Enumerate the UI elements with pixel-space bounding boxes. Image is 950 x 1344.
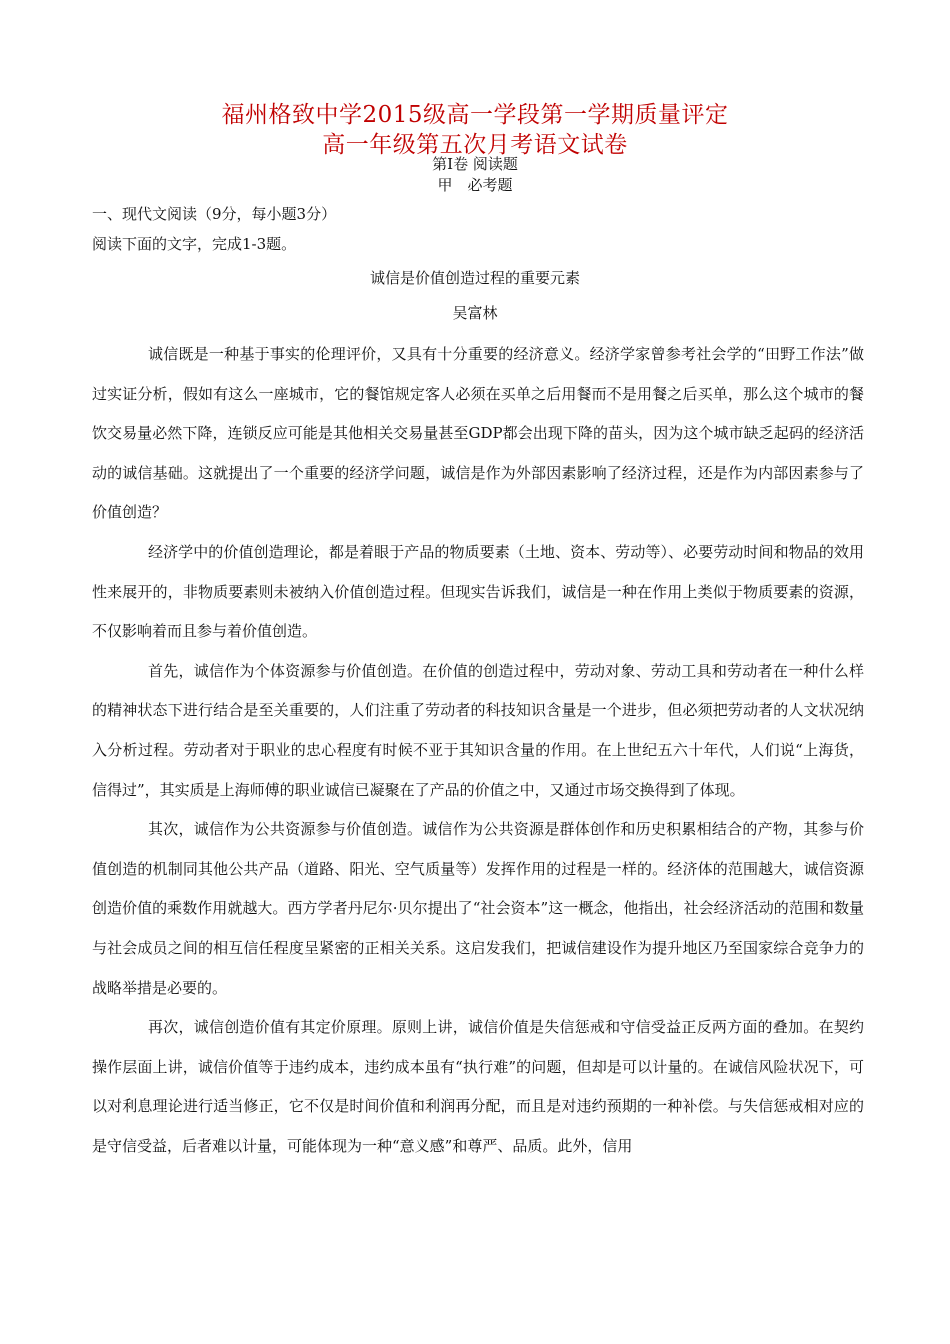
article-paragraph: 再次，诚信创造价值有其定价原理。原则上讲，诚信价值是失信惩戒和守信受益正反两方面的叠加。在契约操作层面上讲，诚信价值等于违约成本，违约成本虽有“执行难”的问题，但却是可以计量的。在诚信风险状况下，可以对利息理论进行适当修正，它不仅是时间价值和利润再分配，而且是对违约预期的一种补偿。与失信惩戒相对应的是守信受益，后者难以计量，可能体现为一种“意义感”和尊严、品质。此外，信用 (92, 1018, 864, 1155)
article-title: 诚信是价值创造过程的重要元素 (369, 269, 580, 287)
article-paragraph: 经济学中的价值创造理论，都是着眼于产品的物质要素（土地、资本、劳动等）、必要劳动时间和物品的效用性来展开的，非物质要素则未被纳入价值创造过程。但现实告诉我们，诚信是一种在作用上类似于物质要素的资源，不仅影响着而且参与着价值创造。 (92, 542, 864, 641)
section-label: 甲 必考题 (437, 176, 513, 194)
article-author: 吴富林 (452, 304, 498, 322)
volume-label: 第Ⅰ卷 阅读题 (432, 155, 518, 173)
article-paragraph: 其次，诚信作为公共资源参与价值创造。诚信作为公共资源是群体创作和历史积累相结合的产物，其参与价值创造的机制同其他公共产品（道路、阳光、空气质量等）发挥作用的过程是一样的。经济体的范围越大，诚信资源创造价值的乘数作用就越大。西方学者丹尼尔·贝尔提出了“社会资本”这一概念，他指出，社会经济活动的范围和数量与社会成员之间的相互信任程度呈紧密的正相关关系。这启发我们，把诚信建设作为提升地区乃至国家综合竞争力的战略举措是必要的。 (92, 820, 864, 997)
article-body (92, 335, 864, 1166)
section-heading: 一、现代文阅读（9分，每小题3分） (92, 205, 337, 223)
article-paragraph: 首先，诚信作为个体资源参与价值创造。在价值的创造过程中，劳动对象、劳动工具和劳动者在一种什么样的精神状态下进行结合是至关重要的，人们注重了劳动者的科技知识含量是一个进步，但必须把劳动者的人文状况纳入分析过程。劳动者对于职业的忠心程度有时候不亚于其知识含量的作用。在上世纪五六十年代，人们说“上海货，信得过”，其实质是上海师傅的职业诚信已凝聚在了产品的价值之中，又通过市场交换得到了体现。 (92, 661, 864, 799)
section-instruction: 阅读下面的文字，完成1-3题。 (92, 235, 297, 253)
article-paragraph: 诚信既是一种基于事实的伦理评价，又具有十分重要的经济意义。经济学家曾参考社会学的“田野工作法”做过实证分析，假如有这么一座城市，它的餐馆规定客人必须在买单之后用餐而不是用餐之后买单，那么这个城市的餐饮交易量必然下降，连锁反应可能是其他相关交易量甚至GDP都会出现下降的苗头，因为这个城市缺乏起码的经济活动的诚信基础。这就提出了一个重要的经济学问题，诚信是作为外部因素影响了经济过程，还是作为内部因素参与了价值创造？ (92, 345, 864, 522)
school-title: 福州格致中学2015级高一学段第一学期质量评定 (221, 102, 729, 128)
exam-title: 高一年级第五次月考语文试卷 (322, 132, 628, 158)
